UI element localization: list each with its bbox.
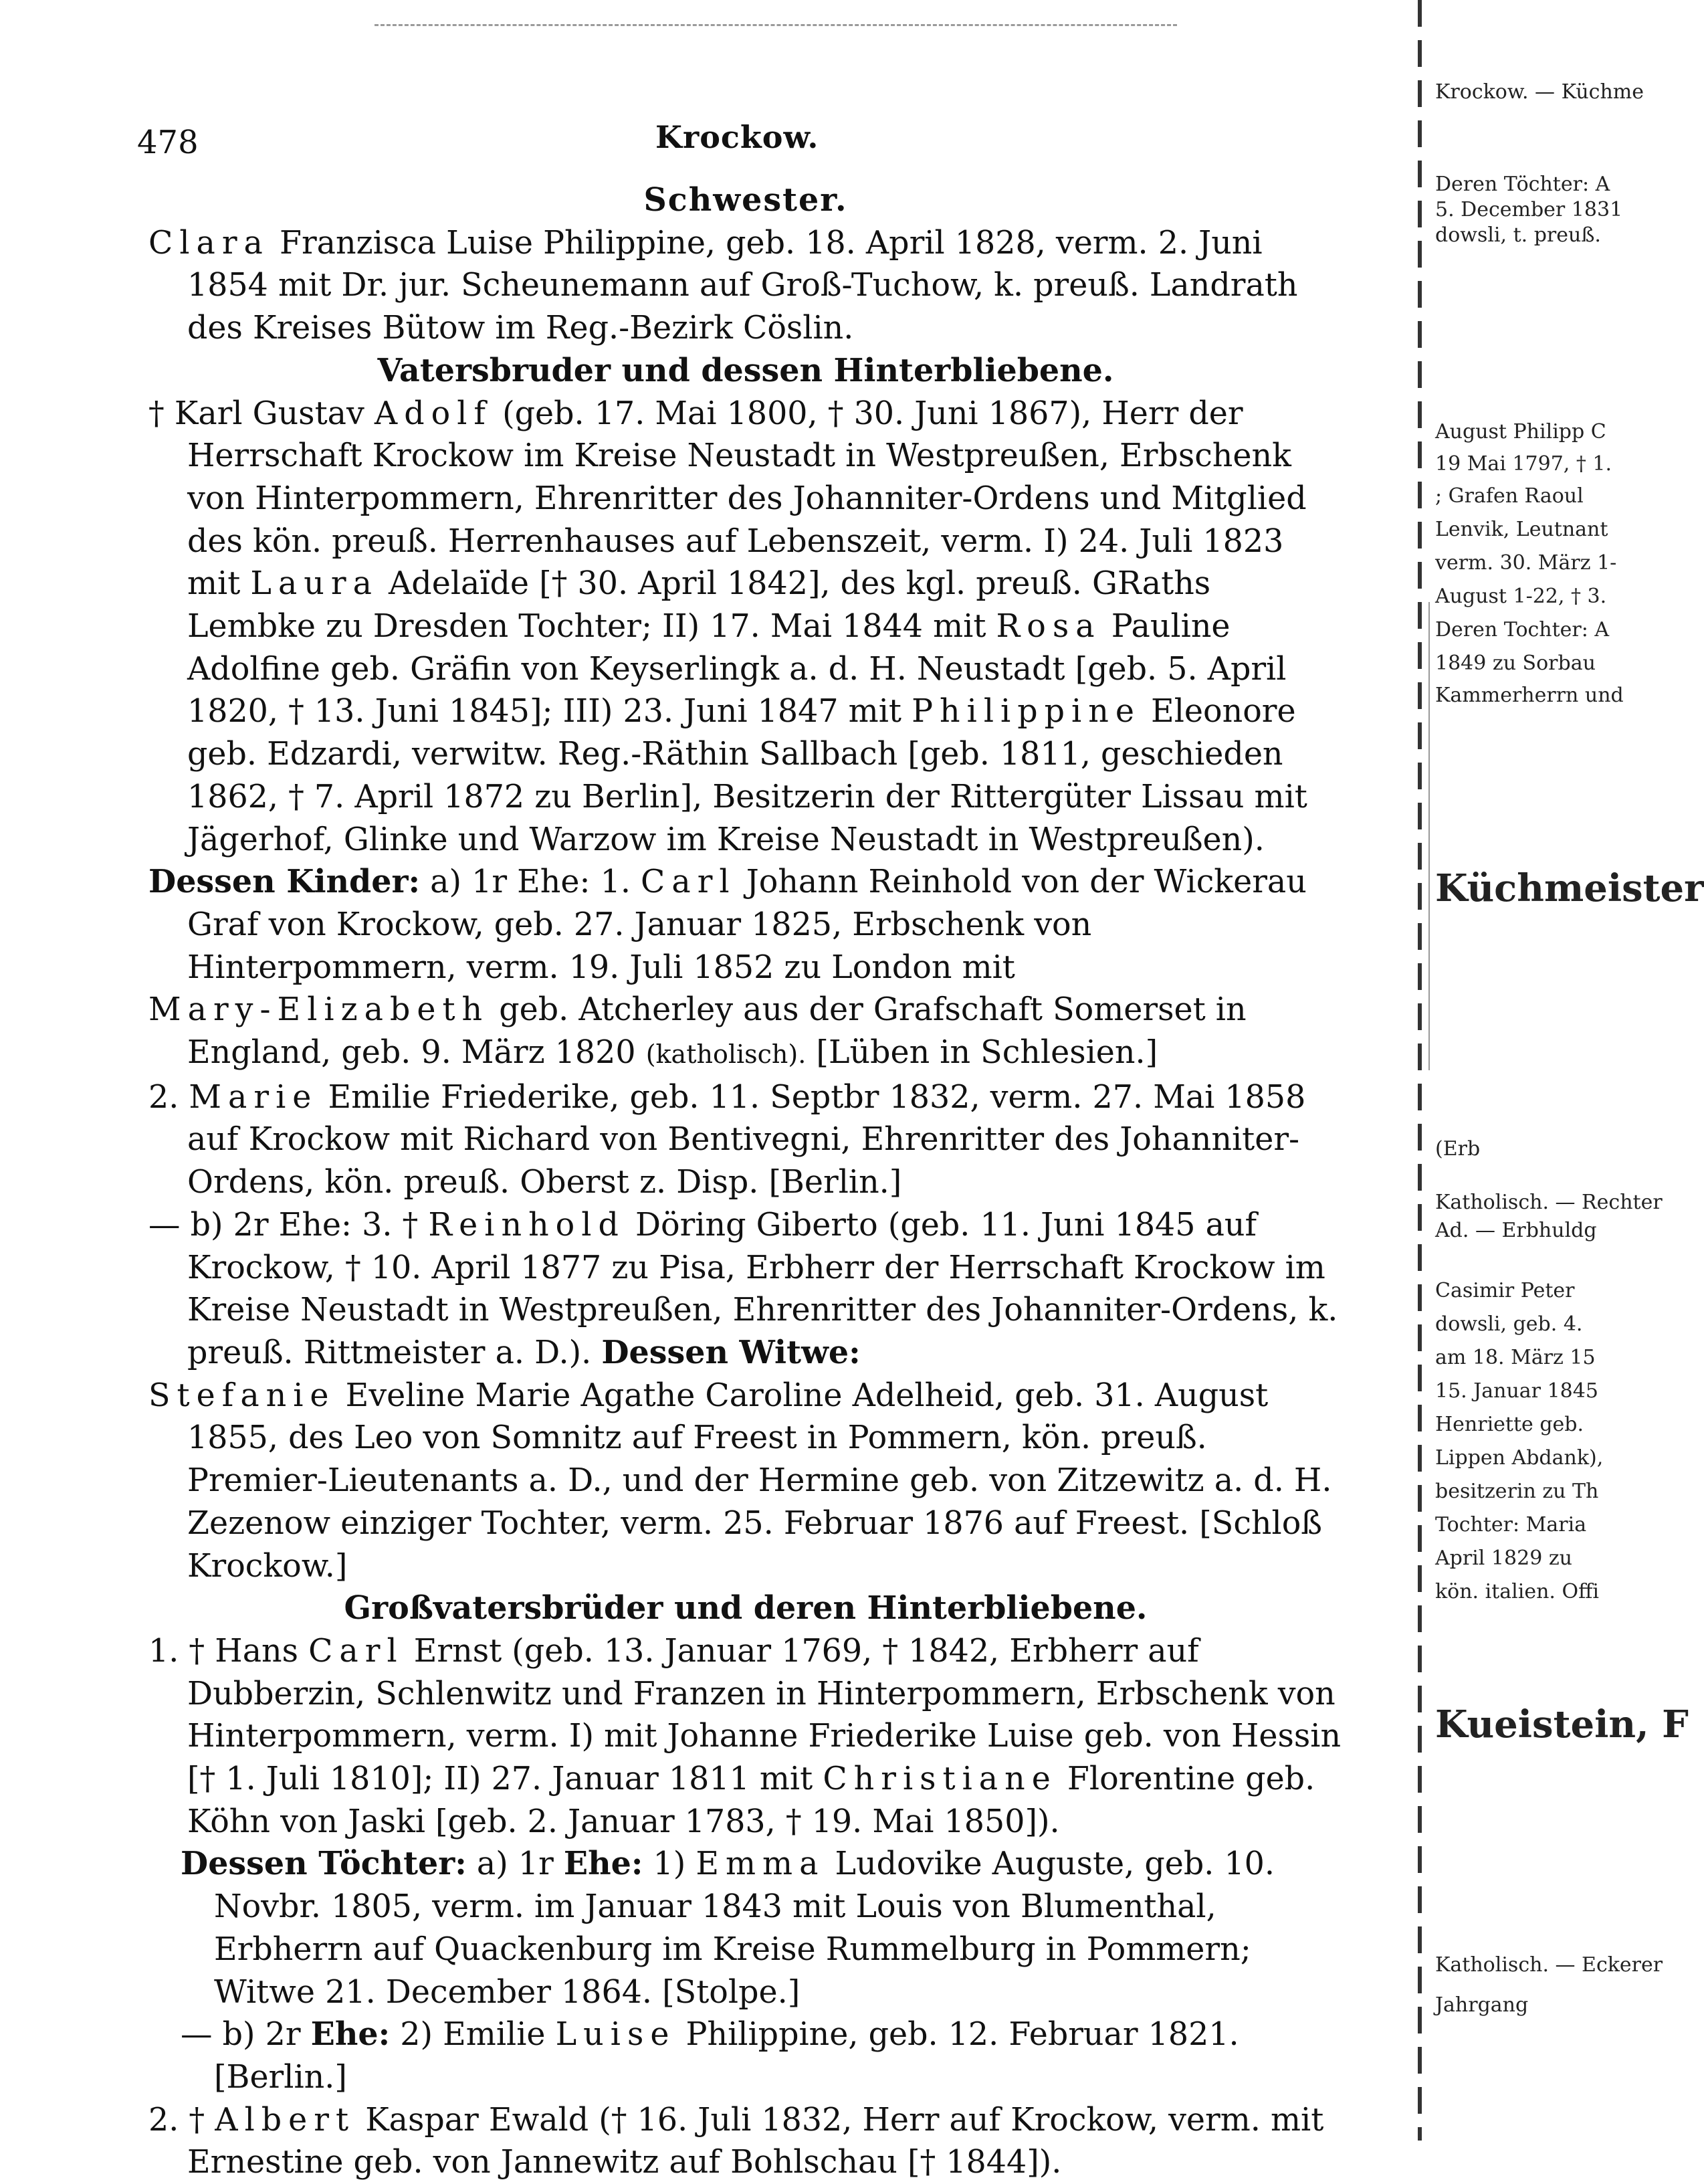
- running-head: Krockow.: [655, 119, 819, 155]
- entry-kinder-text-2: Johann Reinhold von der Wickerau Graf von Krockow, geb. 27. Januar 1825, Erbschenk von Hinterpommern, verm. 19. Juli 1852 zu London mit: [187, 864, 1307, 986]
- entry-adolf-text-2: Adelaïde [† 30. April 1842], des kgl. preuß. GRaths Lembke zu Dresden Tochter; II) 17. Mai 1844 mit: [187, 565, 1211, 646]
- neighbor-line: Henriette geb.: [1435, 1413, 1584, 1436]
- neighbor-line: Deren Töchter: A: [1435, 173, 1610, 196]
- name-carl: Carl: [641, 864, 736, 901]
- entry-hans-prefix: 1. † Hans: [148, 1632, 309, 1670]
- entry-stefanie: [140, 1375, 1344, 1588]
- neighbor-line: (Erb: [1435, 1137, 1481, 1161]
- heading-grossvatersbrueder: Großvatersbrüder und deren Hinterbliebene.: [344, 1589, 1148, 1627]
- label-ehe-2: Ehe:: [310, 2015, 391, 2054]
- entry-mary-katholisch: (katholisch).: [645, 1039, 807, 1070]
- entry-hans: [140, 1630, 1344, 1844]
- name-clara: Clara: [148, 224, 270, 262]
- neighbor-line: Jahrgang: [1435, 1993, 1529, 2017]
- name-mary: Mary-Elizabeth: [148, 991, 490, 1029]
- entry-reinhold-text: Döring Giberto (geb. 11. Juni 1845 auf Krockow, † 10. April 1877 zu Pisa, Erbherr der Herrschaft Krockow im Kreise Neustadt in Westpreußen, Ehrenritter des Johanniter-Ordens, k. preuß. Rittmeister a. D.).: [187, 1206, 1338, 1371]
- entry-stefanie-text: Eveline Marie Agathe Caroline Adelheid, geb. 31. August 1855, des Leo von Somnitz auf Freest in Pommern, kön. preuß. Premier-Lieutenants a. D., und der Hermine geb. von Zitzewitz a. d. H. Zezenow einziger Tochter, verm. 25. Februar 1876 auf Freest. [Schloß Krockow.]: [187, 1377, 1332, 1585]
- entry-emilie: [140, 2013, 1344, 2098]
- label-dessen-toechter: Dessen Töchter:: [181, 1845, 467, 1883]
- name-adolf: Adolf: [374, 395, 492, 432]
- neighbor-line: ; Grafen Raoul: [1435, 484, 1584, 508]
- entry-mary-end: [Lüben in Schlesien.]: [806, 1034, 1158, 1072]
- neighbor-line: 19 Mai 1797, † 1.: [1435, 452, 1612, 476]
- entry-hans-text-2: Florentine geb. Köhn von Jaski [geb. 2. Januar 1783, † 19. Mai 1850]).: [187, 1761, 1315, 1840]
- neighbor-line: besitzerin zu Th: [1435, 1480, 1599, 1503]
- entry-reinhold-prefix: — b) 2r Ehe: 3. †: [148, 1206, 429, 1244]
- neighbor-line: Casimir Peter: [1435, 1279, 1575, 1302]
- label-dessen-kinder: Dessen Kinder:: [148, 863, 421, 901]
- entry-emilie-text-2: Philippine, geb. 12. Februar 1821. [Berlin.]: [214, 2016, 1239, 2096]
- name-christiane: Christiane: [823, 1761, 1057, 1798]
- entry-mary-text: geb. Atcherley aus der Grafschaft Somerset in England, geb. 9. März 1820: [187, 991, 1247, 1072]
- scan-artifact-line: [375, 24, 1177, 29]
- neighbor-line: 1849 zu Sorbau: [1435, 652, 1596, 675]
- entry-emilie-text-1: 2) Emilie: [390, 2016, 556, 2054]
- heading-schwester: Schwester.: [643, 181, 848, 219]
- entry-toechter-text-2: 1): [643, 1846, 696, 1883]
- entry-adolf-text-1: (geb. 17. Mai 1800, † 30. Juni 1867), Herr der Herrschaft Krockow im Kreise Neustadt in Westpreußen, Erbschenk von Hinterpommern, Ehrenritter des Johanniter-Ordens und Mitglied des kön. preuß. Herrenhauses auf Lebenszeit, verm. I) 24. Juli 1823 mit: [187, 395, 1307, 603]
- entry-clara: [140, 222, 1344, 350]
- neighbor-line: Ad. — Erbhuldg: [1435, 1219, 1597, 1242]
- neighbor-line: 5. December 1831: [1435, 198, 1623, 221]
- label-ehe-1: Ehe:: [563, 1845, 643, 1883]
- entry-marie: [140, 1076, 1344, 1204]
- neighbor-heading: Kueistein, F: [1435, 1702, 1689, 1747]
- name-luise: Luise: [555, 2016, 676, 2054]
- neighbor-line: Kammerherrn und: [1435, 684, 1624, 707]
- entry-adolf-text-4: Eleonore geb. Edzardi, verwitw. Reg.-Räthin Sallbach [geb. 1811, geschieden 1862, † 7. April 1872 zu Berlin], Besitzerin der Rittergüter Lissau mit Jägerhof, Glinke und Warzow im Kreise Neustadt in Westpreußen).: [187, 693, 1307, 858]
- entry-kinder-text-1: a) 1r Ehe: 1.: [420, 864, 641, 901]
- entry-albert-prefix: 2. †: [148, 2101, 215, 2139]
- entry-adolf-prefix: † Karl Gustav: [148, 395, 375, 432]
- neighbor-line: dowsli, t. preuß.: [1435, 223, 1601, 247]
- entry-toechter-text-1: a) 1r: [466, 1846, 564, 1883]
- entry-marie-prefix: 2.: [148, 1078, 189, 1116]
- neighbor-line: Krockow. — Küchme: [1435, 80, 1644, 104]
- entry-clara-text: Franzisca Luise Philippine, geb. 18. April 1828, verm. 2. Juni 1854 mit Dr. jur. Scheunemann auf Groß-Tuchow, k. preuß. Landrath des Kreises Bütow im Reg.-Bezirk Cöslin.: [187, 224, 1298, 347]
- neighbor-line: 15. Januar 1845: [1435, 1379, 1598, 1403]
- entry-marie-text: Emilie Friederike, geb. 11. Septbr 1832, verm. 27. Mai 1858 auf Krockow mit Richard von Bentivegni, Ehrenritter des Johanniter-Ordens, kön. preuß. Oberst z. Disp. [Berlin.]: [187, 1078, 1306, 1201]
- entry-toechter-text-3: Ludovike Auguste, geb. 10. Novbr. 1805, verm. im Januar 1843 mit Louis von Blumenthal, Erbherrn auf Quackenburg im Kreise Rummelburg in Pommern; Witwe 21. December 1864. [Stolpe.]: [214, 1846, 1275, 2011]
- entry-hans-text-1: Ernst (geb. 13. Januar 1769, † 1842, Erbherr auf Dubberzin, Schlenwitz und Franzen in Hinterpommern, Erbschenk von Hinterpommern, verm. I) mit Johanne Friederike Luise geb. von Hessin [† 1. Juli 1810]; II) 27. Januar 1811 mit: [187, 1632, 1342, 1798]
- name-rosa: Rosa: [996, 608, 1101, 646]
- neighbor-line: August 1-22, † 3.: [1435, 585, 1607, 608]
- neighbor-line: am 18. März 15: [1435, 1346, 1596, 1369]
- entry-adolf-text-3: Pauline Adolfine geb. Gräfin von Keyserlingk a. d. H. Neustadt [geb. 5. April 1820, † 13. Juni 1845]; III) 23. Juni 1847 mit: [187, 608, 1287, 730]
- name-philippine: Philippine: [912, 693, 1141, 730]
- neighbor-line: Katholisch. — Eckerer: [1435, 1953, 1663, 1977]
- neighbor-rule: [1428, 602, 1430, 1070]
- body-text: [147, 179, 1344, 2184]
- neighbor-line: dowsli, geb. 4.: [1435, 1312, 1583, 1336]
- entry-adolf: [140, 393, 1344, 862]
- name-hans-carl: Carl: [308, 1632, 404, 1670]
- name-marie: Marie: [189, 1078, 318, 1116]
- neighbor-line: April 1829 zu: [1435, 1547, 1572, 1570]
- neighbor-line: Tochter: Maria: [1435, 1513, 1587, 1536]
- neighbor-line: Deren Tochter: A: [1435, 618, 1610, 641]
- neighbor-line: Katholisch. — Rechter: [1435, 1191, 1663, 1214]
- name-emma: Emma: [696, 1846, 825, 1883]
- heading-vatersbruder: Vatersbruder und dessen Hinterbliebene.: [377, 351, 1114, 389]
- entry-toechter: [140, 1843, 1344, 2013]
- neighbor-heading: Küchmeister: [1435, 866, 1704, 910]
- entry-reinhold: [140, 1204, 1344, 1375]
- neighbor-line: verm. 30. März 1-: [1435, 551, 1617, 575]
- neighbor-line: August Philipp C: [1435, 420, 1606, 443]
- page-number: 478: [137, 124, 199, 161]
- label-dessen-witwe: Dessen Witwe:: [601, 1333, 861, 1371]
- neighbor-line: Lenvik, Leutnant: [1435, 518, 1608, 541]
- entry-albert: [140, 2099, 1344, 2184]
- entry-dessen-kinder: [140, 861, 1344, 989]
- name-reinhold: Reinhold: [428, 1206, 625, 1244]
- entry-albert-text: Kaspar Ewald († 16. Juli 1832, Herr auf Krockow, verm. mit Ernestine geb. von Jannewitz auf Bohlschau [† 1844]).: [187, 2101, 1324, 2181]
- page-gutter: [1418, 0, 1422, 2141]
- neighbor-page-fragment: [1426, 0, 1704, 2141]
- neighbor-line: Lippen Abdank),: [1435, 1446, 1604, 1470]
- neighbor-line: kön. italien. Offi: [1435, 1580, 1600, 1603]
- name-laura: Laura: [250, 565, 379, 603]
- name-stefanie: Stefanie: [148, 1377, 336, 1414]
- entry-emilie-prefix: — b) 2r: [181, 2016, 311, 2054]
- entry-mary: [140, 989, 1344, 1076]
- name-albert: Albert: [215, 2101, 356, 2139]
